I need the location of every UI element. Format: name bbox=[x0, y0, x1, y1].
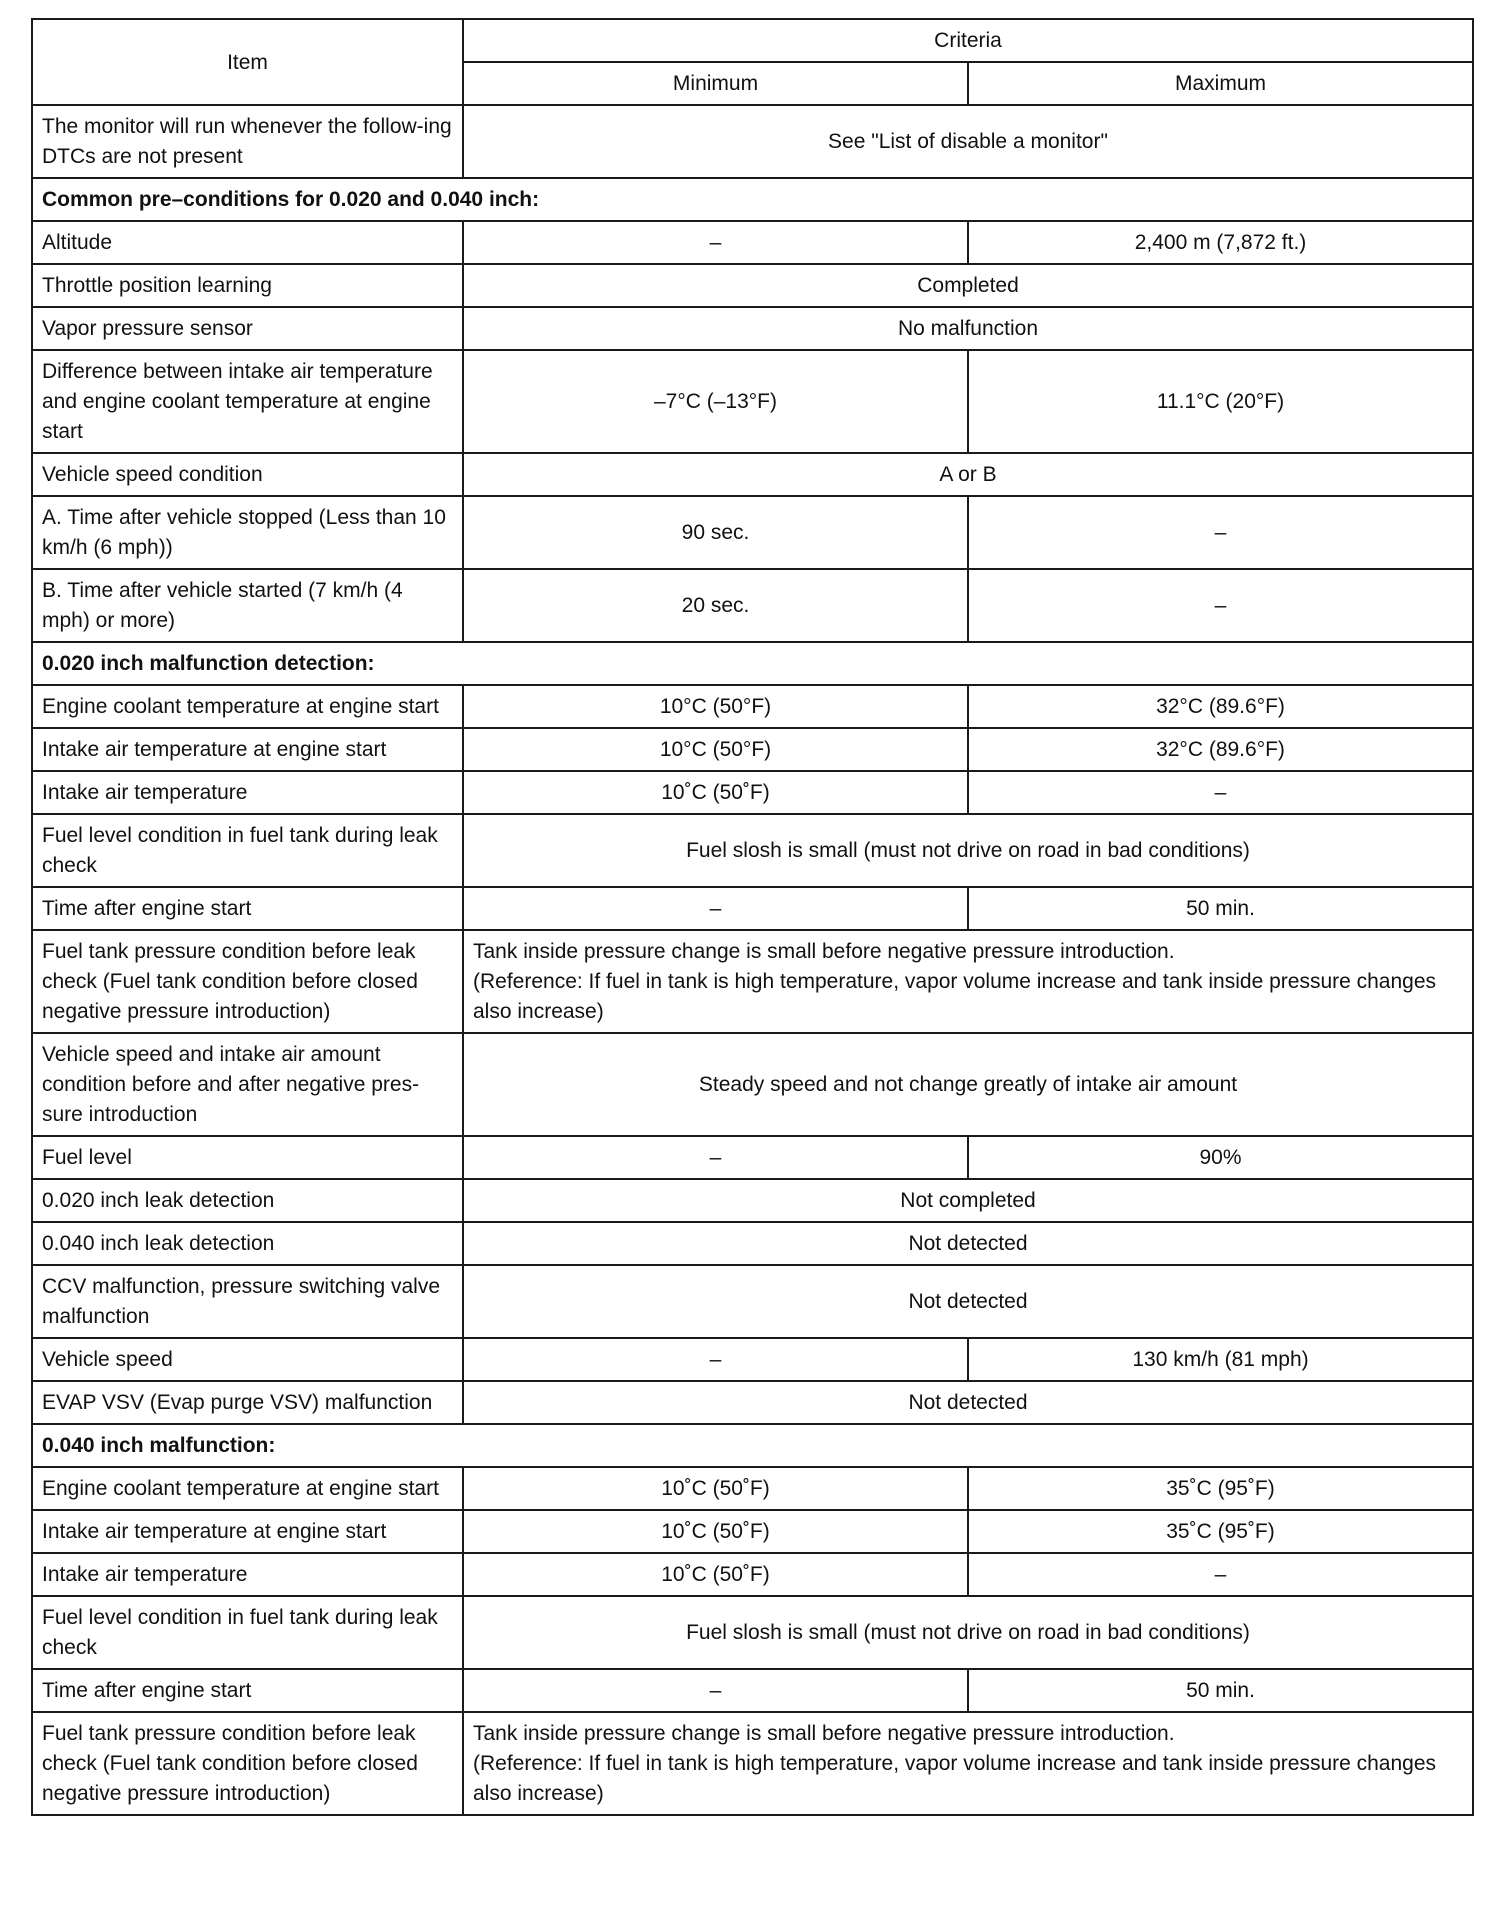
criteria-cell: Fuel slosh is small (must not drive on road in bad conditions) bbox=[463, 814, 1473, 887]
minimum-cell: 90 sec. bbox=[463, 496, 968, 569]
section-row bbox=[32, 178, 1473, 221]
table-row bbox=[32, 496, 1473, 569]
maximum-cell: 35˚C (95˚F) bbox=[968, 1467, 1473, 1510]
minimum-cell: 10°C (50°F) bbox=[463, 728, 968, 771]
item-cell: Intake air temperature at engine start bbox=[32, 728, 463, 771]
item-cell: Fuel tank pressure condition before leak check (Fuel tank condition before closed negative pressure introduction) bbox=[32, 930, 463, 1033]
table-row bbox=[32, 930, 1473, 1033]
maximum-cell: – bbox=[968, 1553, 1473, 1596]
section-heading: Common pre–conditions for 0.020 and 0.040 inch: bbox=[32, 178, 1473, 221]
header-row-top bbox=[32, 19, 1473, 62]
maximum-cell: 2,400 m (7,872 ft.) bbox=[968, 221, 1473, 264]
header-maximum: Maximum bbox=[968, 62, 1473, 105]
maximum-cell: – bbox=[968, 569, 1473, 642]
item-cell: The monitor will run whenever the follow-ing DTCs are not present bbox=[32, 105, 463, 178]
table-row bbox=[32, 307, 1473, 350]
table-row bbox=[32, 1712, 1473, 1815]
item-cell: Fuel level condition in fuel tank during leak check bbox=[32, 1596, 463, 1669]
item-cell: Vehicle speed condition bbox=[32, 453, 463, 496]
table-row bbox=[32, 1179, 1473, 1222]
criteria-sheet bbox=[31, 18, 1472, 1816]
item-cell: Engine coolant temperature at engine start bbox=[32, 685, 463, 728]
header-criteria: Criteria bbox=[463, 19, 1473, 62]
maximum-cell: – bbox=[968, 771, 1473, 814]
table-row bbox=[32, 771, 1473, 814]
minimum-cell: – bbox=[463, 1136, 968, 1179]
item-cell: Intake air temperature bbox=[32, 771, 463, 814]
section-row bbox=[32, 642, 1473, 685]
criteria-cell: See "List of disable a monitor" bbox=[463, 105, 1473, 178]
table-row bbox=[32, 350, 1473, 453]
minimum-cell: 10˚C (50˚F) bbox=[463, 1467, 968, 1510]
criteria-table bbox=[31, 18, 1474, 1816]
table-row bbox=[32, 1510, 1473, 1553]
item-cell: Fuel level condition in fuel tank during leak check bbox=[32, 814, 463, 887]
section-heading: 0.020 inch malfunction detection: bbox=[32, 642, 1473, 685]
criteria-rows bbox=[32, 105, 1473, 1815]
table-row bbox=[32, 1033, 1473, 1136]
item-cell: Vehicle speed and intake air amount condition before and after negative pres-sure introduction bbox=[32, 1033, 463, 1136]
table-row bbox=[32, 1467, 1473, 1510]
table-row bbox=[32, 887, 1473, 930]
criteria-cell: Completed bbox=[463, 264, 1473, 307]
maximum-cell: 90% bbox=[968, 1136, 1473, 1179]
criteria-cell: No malfunction bbox=[463, 307, 1473, 350]
maximum-cell: 50 min. bbox=[968, 1669, 1473, 1712]
item-cell: Intake air temperature at engine start bbox=[32, 1510, 463, 1553]
table-row bbox=[32, 1669, 1473, 1712]
criteria-cell: A or B bbox=[463, 453, 1473, 496]
section-row bbox=[32, 1424, 1473, 1467]
item-cell: EVAP VSV (Evap purge VSV) malfunction bbox=[32, 1381, 463, 1424]
maximum-cell: – bbox=[968, 496, 1473, 569]
table-row bbox=[32, 1596, 1473, 1669]
table-row bbox=[32, 1553, 1473, 1596]
item-cell: 0.040 inch leak detection bbox=[32, 1222, 463, 1265]
item-cell: Altitude bbox=[32, 221, 463, 264]
section-heading: 0.040 inch malfunction: bbox=[32, 1424, 1473, 1467]
criteria-cell: Not detected bbox=[463, 1265, 1473, 1338]
criteria-cell: Not completed bbox=[463, 1179, 1473, 1222]
criteria-cell: Steady speed and not change greatly of intake air amount bbox=[463, 1033, 1473, 1136]
item-cell: Throttle position learning bbox=[32, 264, 463, 307]
minimum-cell: – bbox=[463, 887, 968, 930]
item-cell: Time after engine start bbox=[32, 1669, 463, 1712]
item-cell: Fuel level bbox=[32, 1136, 463, 1179]
table-row bbox=[32, 569, 1473, 642]
item-cell: B. Time after vehicle started (7 km/h (4 mph) or more) bbox=[32, 569, 463, 642]
criteria-cell: Tank inside pressure change is small before negative pressure introduction. (Reference: If fuel in tank is high temperature, vapor volume increase and tank inside pressure changes also increase) bbox=[463, 930, 1473, 1033]
item-cell: Intake air temperature bbox=[32, 1553, 463, 1596]
minimum-cell: –7°C (–13°F) bbox=[463, 350, 968, 453]
maximum-cell: 50 min. bbox=[968, 887, 1473, 930]
table-row bbox=[32, 1222, 1473, 1265]
table-row bbox=[32, 1136, 1473, 1179]
item-cell: Difference between intake air temperature and engine coolant temperature at engine start bbox=[32, 350, 463, 453]
table-row bbox=[32, 264, 1473, 307]
table-row bbox=[32, 1338, 1473, 1381]
header-item: Item bbox=[32, 19, 463, 105]
minimum-cell: 10˚C (50˚F) bbox=[463, 1510, 968, 1553]
minimum-cell: – bbox=[463, 221, 968, 264]
item-cell: Fuel tank pressure condition before leak check (Fuel tank condition before closed negative pressure introduction) bbox=[32, 1712, 463, 1815]
table-row bbox=[32, 728, 1473, 771]
table-row bbox=[32, 1265, 1473, 1338]
maximum-cell: 35˚C (95˚F) bbox=[968, 1510, 1473, 1553]
minimum-cell: 20 sec. bbox=[463, 569, 968, 642]
table-row bbox=[32, 814, 1473, 887]
header-minimum: Minimum bbox=[463, 62, 968, 105]
maximum-cell: 130 km/h (81 mph) bbox=[968, 1338, 1473, 1381]
table-row bbox=[32, 453, 1473, 496]
item-cell: Time after engine start bbox=[32, 887, 463, 930]
table-row bbox=[32, 685, 1473, 728]
item-cell: Vapor pressure sensor bbox=[32, 307, 463, 350]
criteria-cell: Fuel slosh is small (must not drive on road in bad conditions) bbox=[463, 1596, 1473, 1669]
minimum-cell: 10˚C (50˚F) bbox=[463, 771, 968, 814]
item-cell: Engine coolant temperature at engine start bbox=[32, 1467, 463, 1510]
maximum-cell: 11.1°C (20°F) bbox=[968, 350, 1473, 453]
item-cell: Vehicle speed bbox=[32, 1338, 463, 1381]
item-cell: CCV malfunction, pressure switching valve malfunction bbox=[32, 1265, 463, 1338]
item-cell: 0.020 inch leak detection bbox=[32, 1179, 463, 1222]
minimum-cell: – bbox=[463, 1338, 968, 1381]
maximum-cell: 32°C (89.6°F) bbox=[968, 728, 1473, 771]
maximum-cell: 32°C (89.6°F) bbox=[968, 685, 1473, 728]
minimum-cell: – bbox=[463, 1669, 968, 1712]
table-row bbox=[32, 1381, 1473, 1424]
item-cell: A. Time after vehicle stopped (Less than 10 km/h (6 mph)) bbox=[32, 496, 463, 569]
criteria-cell: Not detected bbox=[463, 1381, 1473, 1424]
table-row bbox=[32, 105, 1473, 178]
minimum-cell: 10˚C (50˚F) bbox=[463, 1553, 968, 1596]
table-row bbox=[32, 221, 1473, 264]
minimum-cell: 10°C (50°F) bbox=[463, 685, 968, 728]
criteria-cell: Not detected bbox=[463, 1222, 1473, 1265]
criteria-cell: Tank inside pressure change is small before negative pressure introduction. (Reference: If fuel in tank is high temperature, vapor volume increase and tank inside pressure changes also increase) bbox=[463, 1712, 1473, 1815]
